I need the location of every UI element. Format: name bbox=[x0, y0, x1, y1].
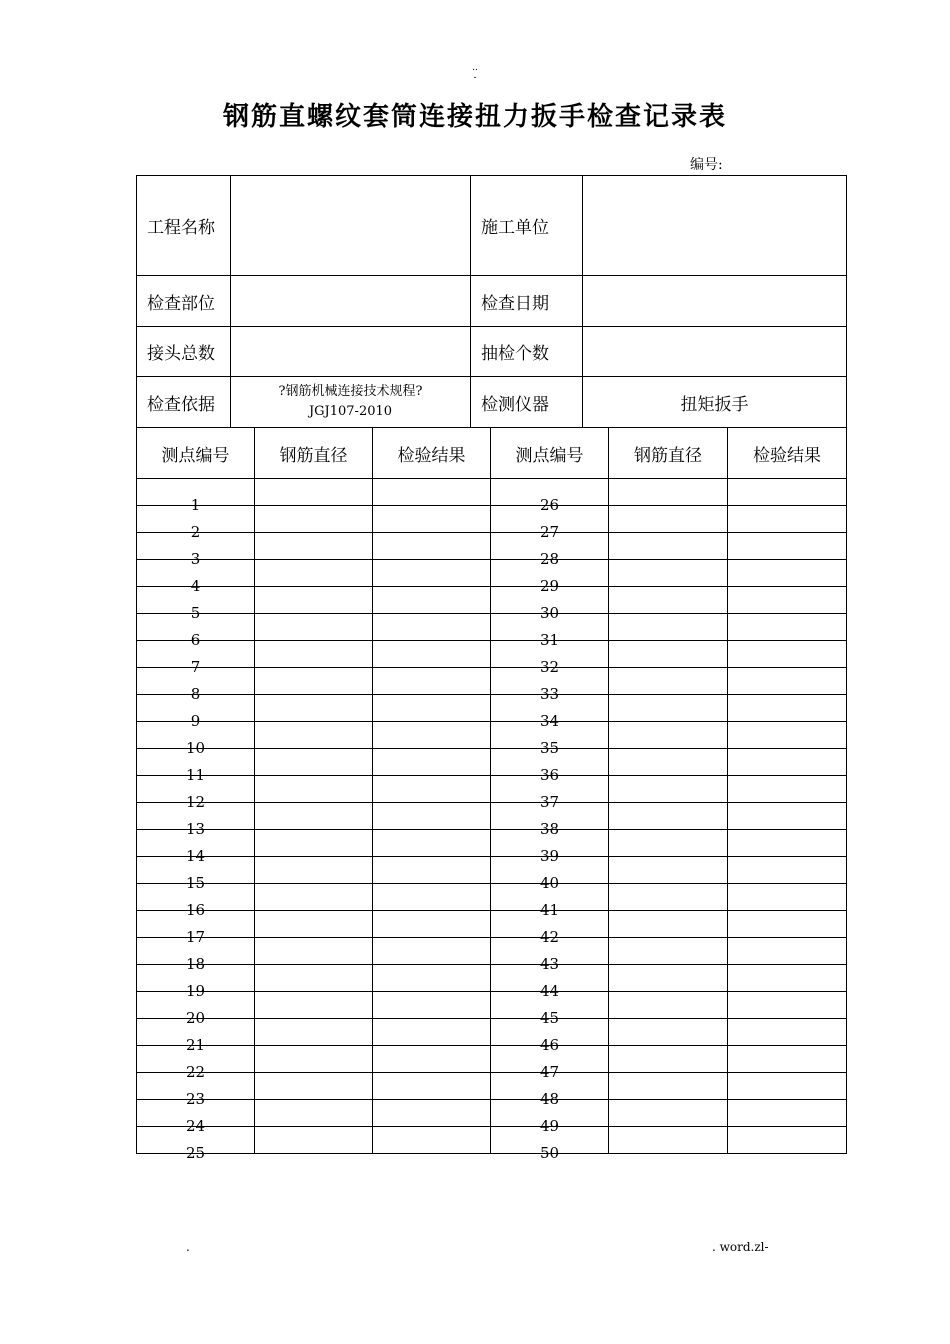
result-left-cell[interactable] bbox=[373, 911, 491, 938]
result-left-cell[interactable] bbox=[373, 1046, 491, 1073]
result-left-cell[interactable] bbox=[373, 560, 491, 587]
result-left-cell[interactable] bbox=[373, 965, 491, 992]
result-right-cell[interactable] bbox=[728, 506, 847, 533]
result-right-cell[interactable] bbox=[728, 722, 847, 749]
point-no-right-text: 33 bbox=[539, 685, 560, 703]
point-no-right-text: 38 bbox=[539, 820, 560, 838]
result-left-cell[interactable] bbox=[373, 614, 491, 641]
diameter-right-cell[interactable] bbox=[609, 641, 728, 668]
table-row bbox=[137, 1127, 847, 1154]
doc-number-label: 编号: bbox=[690, 157, 723, 173]
point-no-right-text: 42 bbox=[539, 928, 560, 946]
point-no-left-text: 24 bbox=[185, 1117, 206, 1135]
diameter-left-cell[interactable] bbox=[255, 803, 373, 830]
col-result-left: 检验结果 bbox=[373, 428, 491, 479]
contractor-label: 施工单位 bbox=[471, 176, 583, 276]
table-row bbox=[137, 884, 847, 911]
diameter-left-cell[interactable] bbox=[255, 560, 373, 587]
result-left-cell[interactable] bbox=[373, 749, 491, 776]
point-no-left-text: 23 bbox=[185, 1090, 206, 1108]
point-no-right-text: 45 bbox=[539, 1009, 560, 1027]
point-no-left-text: 7 bbox=[190, 658, 201, 676]
instrument-label: 检测仪器 bbox=[471, 377, 583, 428]
result-right-cell[interactable] bbox=[728, 668, 847, 695]
result-right-cell[interactable] bbox=[728, 938, 847, 965]
diameter-left-cell[interactable] bbox=[255, 1073, 373, 1100]
table-row bbox=[137, 695, 847, 722]
diameter-left-cell[interactable] bbox=[255, 911, 373, 938]
instrument-field: 扭矩扳手 bbox=[583, 377, 847, 428]
col-point-no-right: 测点编号 bbox=[491, 428, 609, 479]
point-no-right-text: 28 bbox=[539, 550, 560, 568]
result-right-cell[interactable] bbox=[728, 1073, 847, 1100]
point-no-right-text: 50 bbox=[539, 1144, 560, 1162]
point-no-left-text: 1 bbox=[190, 496, 201, 514]
page-header-dash: - bbox=[473, 73, 477, 83]
table-row bbox=[137, 803, 847, 830]
result-right-cell[interactable] bbox=[728, 857, 847, 884]
diameter-right-cell[interactable] bbox=[609, 749, 728, 776]
result-left-cell[interactable] bbox=[373, 830, 491, 857]
diameter-left-cell[interactable] bbox=[255, 992, 373, 1019]
result-right-cell[interactable] bbox=[728, 749, 847, 776]
sample-count-field[interactable] bbox=[583, 327, 847, 377]
point-no-right-text: 48 bbox=[539, 1090, 560, 1108]
diameter-right-cell[interactable] bbox=[609, 992, 728, 1019]
result-right-cell[interactable] bbox=[728, 830, 847, 857]
diameter-left-cell[interactable] bbox=[255, 479, 373, 506]
point-no-left-text: 17 bbox=[185, 928, 206, 946]
point-no-right-text: 39 bbox=[539, 847, 560, 865]
diameter-right-cell[interactable] bbox=[609, 884, 728, 911]
diameter-right-cell[interactable] bbox=[609, 776, 728, 803]
result-right-cell[interactable] bbox=[728, 587, 847, 614]
point-no-left-text: 11 bbox=[185, 766, 206, 784]
diameter-left-cell[interactable] bbox=[255, 1046, 373, 1073]
table-row bbox=[137, 506, 847, 533]
diameter-right-cell[interactable] bbox=[609, 722, 728, 749]
table-row bbox=[137, 965, 847, 992]
result-right-cell[interactable] bbox=[728, 965, 847, 992]
result-left-cell[interactable] bbox=[373, 938, 491, 965]
diameter-right-cell[interactable] bbox=[609, 479, 728, 506]
diameter-left-cell[interactable] bbox=[255, 830, 373, 857]
point-no-left-text: 15 bbox=[185, 874, 206, 892]
result-right-cell[interactable] bbox=[728, 884, 847, 911]
diameter-left-cell[interactable] bbox=[255, 587, 373, 614]
table-row bbox=[137, 1046, 847, 1073]
result-right-cell[interactable] bbox=[728, 803, 847, 830]
result-right-cell[interactable] bbox=[728, 992, 847, 1019]
diameter-left-cell[interactable] bbox=[255, 641, 373, 668]
basis-standard-name: ?钢筋机械连接技术规程? bbox=[278, 384, 423, 399]
diameter-right-cell[interactable] bbox=[609, 803, 728, 830]
diameter-right-cell[interactable] bbox=[609, 965, 728, 992]
table-row bbox=[137, 1019, 847, 1046]
point-no-left-text: 6 bbox=[190, 631, 201, 649]
point-no-left-text: 12 bbox=[185, 793, 206, 811]
point-no-right-text: 43 bbox=[539, 955, 560, 973]
result-right-cell[interactable] bbox=[728, 560, 847, 587]
point-no-right bbox=[491, 479, 609, 514]
table-row bbox=[137, 722, 847, 749]
result-left-cell[interactable] bbox=[373, 587, 491, 614]
measurement-table bbox=[136, 427, 847, 1162]
result-left-cell[interactable] bbox=[373, 884, 491, 911]
result-left-cell[interactable] bbox=[373, 722, 491, 749]
diameter-right-cell[interactable] bbox=[609, 614, 728, 641]
table-row bbox=[137, 641, 847, 668]
diameter-left-cell[interactable] bbox=[255, 1019, 373, 1046]
point-no-right-text: 30 bbox=[539, 604, 560, 622]
diameter-left-cell[interactable] bbox=[255, 506, 373, 533]
footer-right: . word.zl- bbox=[712, 1240, 769, 1254]
diameter-left-cell[interactable] bbox=[255, 533, 373, 560]
table-row bbox=[137, 830, 847, 857]
table-row bbox=[137, 911, 847, 938]
result-right-cell[interactable] bbox=[728, 1100, 847, 1127]
diameter-left-cell[interactable] bbox=[255, 1127, 373, 1154]
point-no-right-text: 44 bbox=[539, 982, 560, 1000]
table-header-row bbox=[137, 428, 847, 479]
project-name-field[interactable] bbox=[231, 176, 471, 276]
point-no-left-text: 16 bbox=[185, 901, 206, 919]
diameter-right-cell[interactable] bbox=[609, 1019, 728, 1046]
point-no-left-text: 25 bbox=[185, 1144, 206, 1162]
result-right-cell[interactable] bbox=[728, 1046, 847, 1073]
point-no-right-text: 32 bbox=[539, 658, 560, 676]
point-no-left-text: 19 bbox=[185, 982, 206, 1000]
result-right-cell[interactable] bbox=[728, 776, 847, 803]
point-no-right-text: 27 bbox=[539, 523, 560, 541]
point-no-right-text: 31 bbox=[539, 631, 560, 649]
form-title: 钢筋直螺纹套筒连接扭力扳手检查记录表 bbox=[222, 102, 727, 132]
point-no-right-text: 46 bbox=[539, 1036, 560, 1054]
table-row bbox=[137, 668, 847, 695]
result-right-cell[interactable] bbox=[728, 614, 847, 641]
diameter-left-cell[interactable] bbox=[255, 614, 373, 641]
result-left-cell[interactable] bbox=[373, 1019, 491, 1046]
point-no-right-text: 49 bbox=[539, 1117, 560, 1135]
point-no-left-text: 10 bbox=[185, 739, 206, 757]
sample-count-label: 抽检个数 bbox=[471, 327, 583, 377]
table-row bbox=[137, 560, 847, 587]
diameter-right-cell[interactable] bbox=[609, 560, 728, 587]
point-no-right-text: 26 bbox=[539, 496, 560, 514]
table-row bbox=[137, 1100, 847, 1127]
date-field[interactable] bbox=[583, 276, 847, 327]
result-left-cell[interactable] bbox=[373, 1073, 491, 1100]
diameter-right-cell[interactable] bbox=[609, 830, 728, 857]
diameter-right-cell[interactable] bbox=[609, 1046, 728, 1073]
total-joints-field[interactable] bbox=[231, 327, 471, 377]
diameter-left-cell[interactable] bbox=[255, 884, 373, 911]
table-row bbox=[137, 857, 847, 884]
point-no-right-text: 35 bbox=[539, 739, 560, 757]
result-left-cell[interactable] bbox=[373, 668, 491, 695]
point-no-left-text: 14 bbox=[185, 847, 206, 865]
result-left-cell[interactable] bbox=[373, 992, 491, 1019]
result-right-cell[interactable] bbox=[728, 911, 847, 938]
location-label: 检查部位 bbox=[137, 276, 231, 327]
project-name-label: 工程名称 bbox=[137, 176, 231, 276]
result-right-cell[interactable] bbox=[728, 695, 847, 722]
diameter-right-cell[interactable] bbox=[609, 533, 728, 560]
point-no-right-text: 41 bbox=[539, 901, 560, 919]
basis-standard-code: JGJ107-2010 bbox=[308, 404, 393, 419]
result-left-cell[interactable] bbox=[373, 533, 491, 560]
diameter-right-cell[interactable] bbox=[609, 938, 728, 965]
table-row bbox=[137, 614, 847, 641]
result-right-cell[interactable] bbox=[728, 479, 847, 506]
table-row bbox=[137, 587, 847, 614]
point-no-right-text: 29 bbox=[539, 577, 560, 595]
diameter-right-cell[interactable] bbox=[609, 911, 728, 938]
point-no-right-text: 34 bbox=[539, 712, 560, 730]
point-no-left-text: 9 bbox=[190, 712, 201, 730]
diameter-left-cell[interactable] bbox=[255, 965, 373, 992]
table-row bbox=[137, 776, 847, 803]
result-left-cell[interactable] bbox=[373, 479, 491, 506]
diameter-right-cell[interactable] bbox=[609, 857, 728, 884]
date-label: 检查日期 bbox=[471, 276, 583, 327]
point-no-left-text: 8 bbox=[190, 685, 201, 703]
result-left-cell[interactable] bbox=[373, 506, 491, 533]
diameter-left-cell[interactable] bbox=[255, 776, 373, 803]
point-no-left-text: 2 bbox=[190, 523, 201, 541]
result-right-cell[interactable] bbox=[728, 1127, 847, 1154]
result-left-cell[interactable] bbox=[373, 695, 491, 722]
diameter-right-cell[interactable] bbox=[609, 1127, 728, 1154]
result-left-cell[interactable] bbox=[373, 1127, 491, 1154]
col-point-no-left: 测点编号 bbox=[137, 428, 255, 479]
col-diameter-left: 钢筋直径 bbox=[255, 428, 373, 479]
result-left-cell[interactable] bbox=[373, 803, 491, 830]
location-field[interactable] bbox=[231, 276, 471, 327]
result-left-cell[interactable] bbox=[373, 857, 491, 884]
table-row bbox=[137, 992, 847, 1019]
result-left-cell[interactable] bbox=[373, 641, 491, 668]
table-row bbox=[137, 479, 847, 506]
table-row bbox=[137, 749, 847, 776]
table-row bbox=[137, 533, 847, 560]
point-no-right-text: 47 bbox=[539, 1063, 560, 1081]
result-left-cell[interactable] bbox=[373, 1100, 491, 1127]
diameter-right-cell[interactable] bbox=[609, 1100, 728, 1127]
result-right-cell[interactable] bbox=[728, 641, 847, 668]
point-no-left-text: 18 bbox=[185, 955, 206, 973]
diameter-left-cell[interactable] bbox=[255, 938, 373, 965]
point-no-right-text: 40 bbox=[539, 874, 560, 892]
diameter-left-cell[interactable] bbox=[255, 749, 373, 776]
footer-left: . bbox=[186, 1240, 190, 1254]
diameter-left-cell[interactable] bbox=[255, 1100, 373, 1127]
point-no-left bbox=[137, 479, 255, 514]
point-no-left-text: 3 bbox=[190, 550, 201, 568]
diameter-right-cell[interactable] bbox=[609, 668, 728, 695]
col-result-right: 检验结果 bbox=[728, 428, 847, 479]
diameter-right-cell[interactable] bbox=[609, 506, 728, 533]
table-row bbox=[137, 938, 847, 965]
point-no-left-text: 13 bbox=[185, 820, 206, 838]
diameter-right-cell[interactable] bbox=[609, 587, 728, 614]
point-no-left-text: 20 bbox=[185, 1009, 206, 1027]
info-table bbox=[136, 175, 847, 428]
result-right-cell[interactable] bbox=[728, 533, 847, 560]
diameter-left-cell[interactable] bbox=[255, 695, 373, 722]
point-no-right-text: 36 bbox=[539, 766, 560, 784]
contractor-field[interactable] bbox=[583, 176, 847, 276]
result-right-cell[interactable] bbox=[728, 1019, 847, 1046]
point-no-left-text: 4 bbox=[190, 577, 201, 595]
basis-field bbox=[231, 377, 471, 428]
table-row bbox=[137, 1073, 847, 1100]
page-header-dots: .. bbox=[472, 63, 478, 73]
diameter-left-cell[interactable] bbox=[255, 857, 373, 884]
total-joints-label: 接头总数 bbox=[137, 327, 231, 377]
point-no-right-text: 37 bbox=[539, 793, 560, 811]
point-no-left-text: 5 bbox=[190, 604, 201, 622]
point-no-left-text: 22 bbox=[185, 1063, 206, 1081]
result-left-cell[interactable] bbox=[373, 776, 491, 803]
point-no-left-text: 21 bbox=[185, 1036, 206, 1054]
diameter-left-cell[interactable] bbox=[255, 668, 373, 695]
diameter-left-cell[interactable] bbox=[255, 722, 373, 749]
basis-label: 检查依据 bbox=[137, 377, 231, 428]
diameter-right-cell[interactable] bbox=[609, 695, 728, 722]
col-diameter-right: 钢筋直径 bbox=[609, 428, 728, 479]
diameter-right-cell[interactable] bbox=[609, 1073, 728, 1100]
